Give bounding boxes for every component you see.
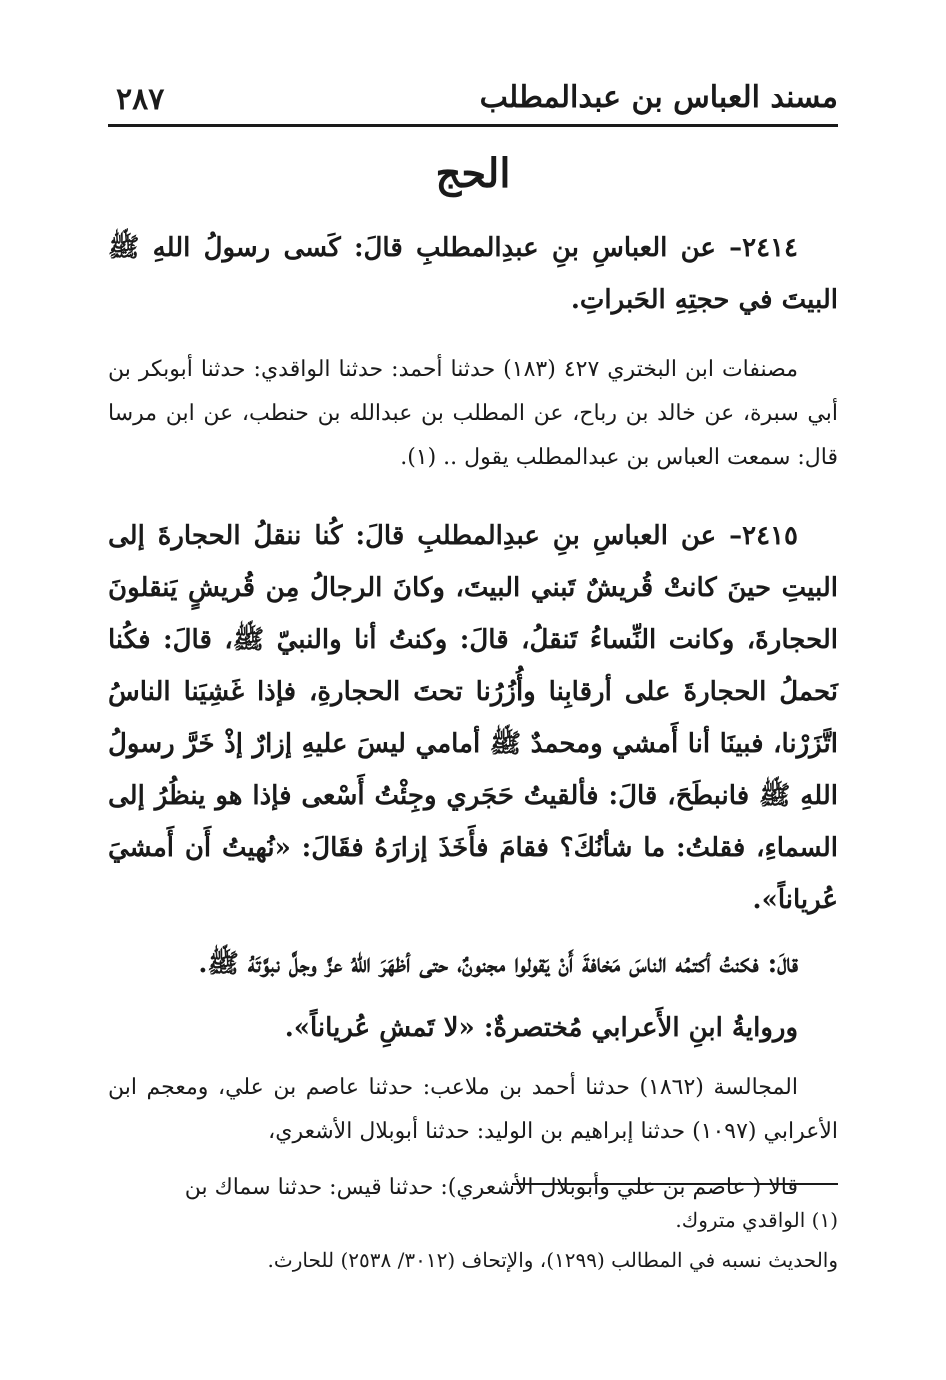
- hadith-2415: [108, 510, 838, 926]
- hadith-text: – عن العباسِ بنِ عبدِالمطلبِ قالَ: كُنا ننقلُ الحجارةَ إلى البيتِ حينَ كانتْ قُريشٌ تَبني البيتَ، وكانَ الرجالُ مِن قُريشٍ يَنقلونَ الحجارةَ، وكانت النِّساءُ تَنقلُ، قالَ: وكنتُ أنا والنبيّ ﷺ، قالَ: فكُنا نَحملُ الحجارةَ على أرقابِنا وأُزُرُنا تحتَ الحجارةِ، فإذا غَشِيَنا الناسُ اتَّزَرْنا، فبينَا أنا أَمشي ومحمدٌ ﷺ أمامي ليسَ عليهِ إزارٌ إذْ خَرَّ رسولُ اللهِ ﷺ فانبطَحَ، قالَ: فألقيتُ حَجَري وجِئْتُ أَسْعى فإذا هو ينظُرُ إلى السماءِ، فقلتُ: ما شأنُكَ؟ فقامَ فأَخَذَ إزارَهُ فقَالَ: «نُهيتُ أَن أَمشيَ عُرياناً».: [108, 521, 838, 915]
- hadith-number: ٢٤١٤: [742, 233, 798, 263]
- source-citation-2415: المجالسة (١٨٦٢) حدثنا أحمد بن ملاعب: حدثنا عاصم بن علي، ومعجم ابن الأعرابي (١٠٩٧) حدثنا إبراهيم بن الوليد: حدثنا أبوبلال الأشعري،: [108, 1075, 838, 1144]
- running-title: مسند العباس بن عبدالمطلب: [479, 80, 838, 115]
- section-title: الحج: [435, 150, 511, 197]
- running-header: [108, 78, 838, 120]
- hadith-number: ٢٤١٥: [742, 521, 798, 551]
- hadith-2415-variant: وروايةُ ابنِ الأَعرابي مُختصرةٌ: «لا تَمشِ عُرياناً».: [284, 1013, 798, 1043]
- hadith-2414: [108, 222, 838, 326]
- page-number: ٢٨٧: [116, 82, 165, 117]
- main-text: [108, 222, 838, 1210]
- source-citation-2415-continuation: قالا ( عاصم بن علي وأبوبلال الأشعري): حدثنا قيس: حدثنا سماك بن: [184, 1175, 798, 1200]
- hadith-2415-continuation: قالَ: فكنتُ أكتمُه الناسَ مَخافةَ أَنْ يَقولوا مجنونٌ، حتى أظهَرَ اللهُ عزَّ وجلَّ نبوَّتَهُ ﷺ.: [198, 949, 798, 979]
- source-citation-2414: مصنفات ابن البختري ٤٢٧ (١٨٣) حدثنا أحمد: حدثنا الواقدي: حدثنا أبوبكر بن أبي سبرة، عن خالد بن رباح، عن المطلب بن عبدالله بن حنطب، عن ابن مرسا قال: سمعت العباس بن عبدالمطلب يقول .. (١).: [108, 357, 838, 470]
- header-rule: [108, 124, 838, 127]
- footnote-2: والحديث نسبه في المطالب (١٢٩٩)، والإتحاف (٣٠١٢/ ٢٥٣٨) للحارث.: [267, 1248, 838, 1272]
- footnotes: [108, 1200, 838, 1280]
- footnote-rule: [512, 1183, 838, 1185]
- footnote-1: (١) الواقدي متروك.: [675, 1208, 838, 1232]
- hadith-text: – عن العباسِ بنِ عبدِالمطلبِ قالَ: كَسى رسولُ اللهِ ﷺ البيتَ في حجتِهِ الحَبراتِ.: [108, 233, 838, 315]
